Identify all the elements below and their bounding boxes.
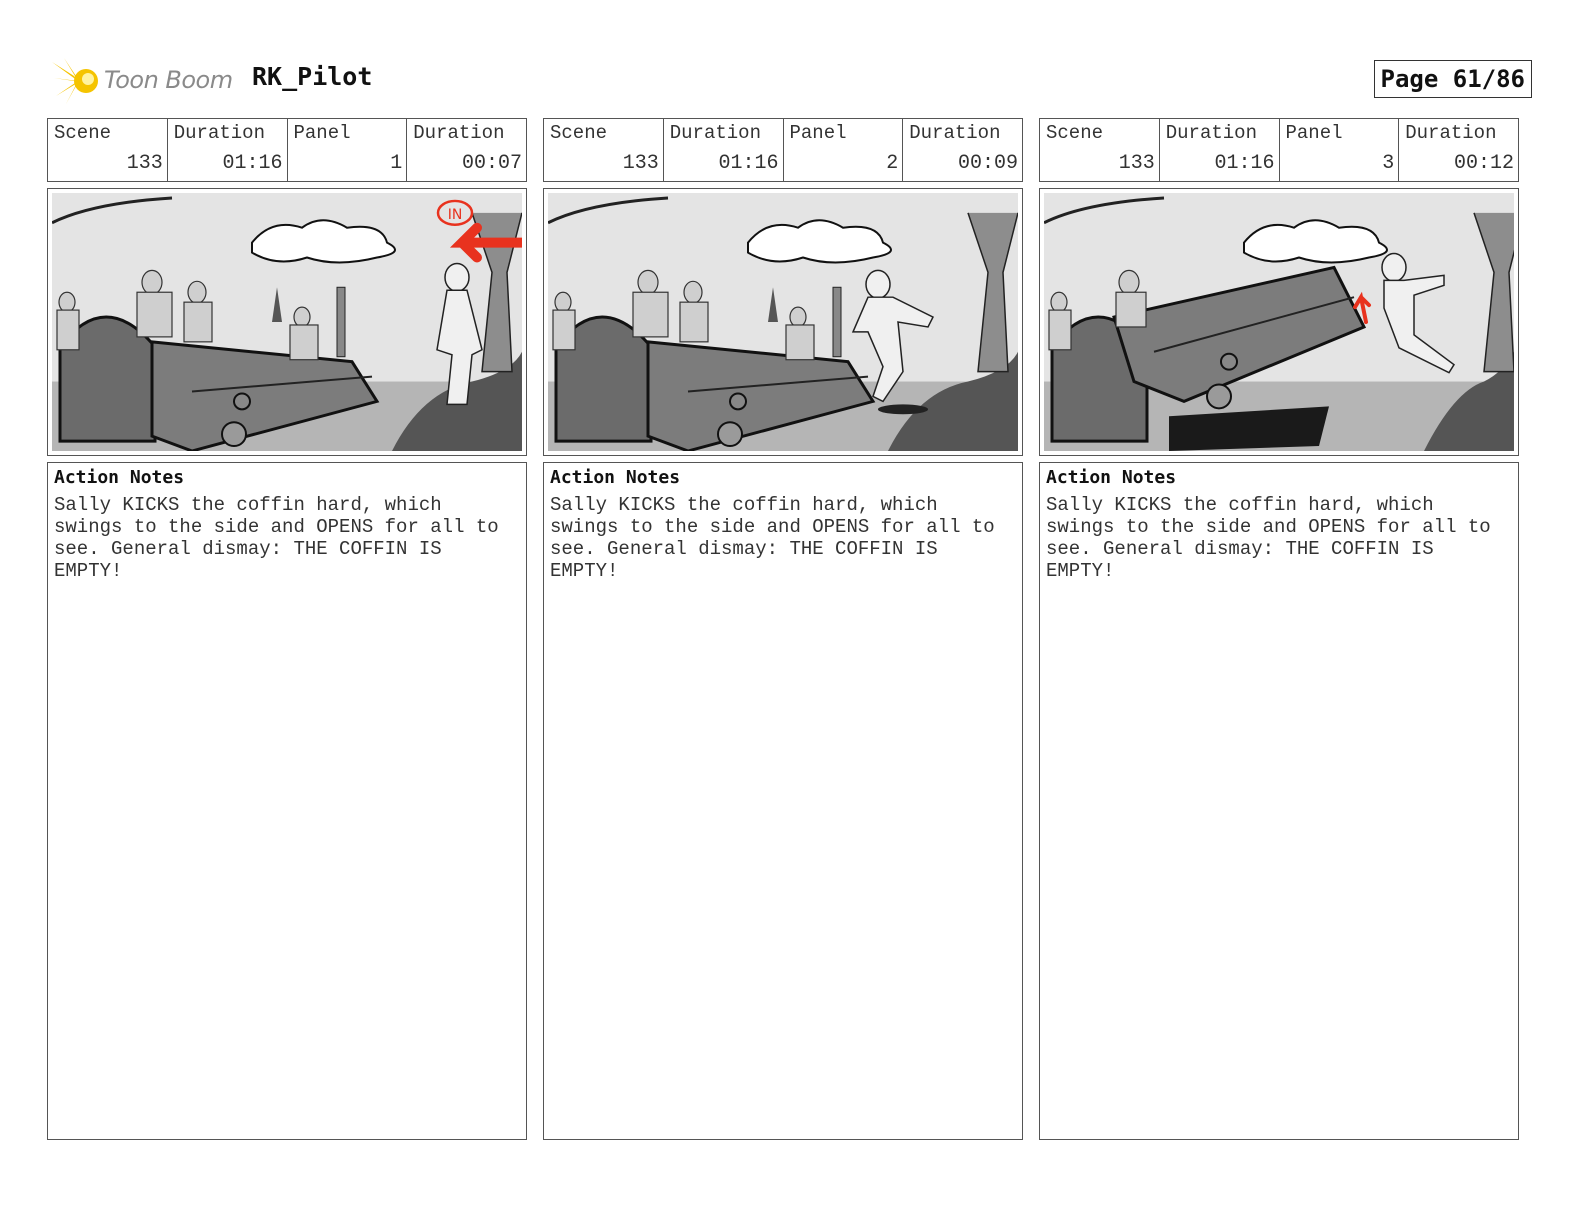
sun-burst-icon: [52, 56, 104, 106]
storyboard-panel-2: [543, 118, 1023, 1140]
panel-cell: [784, 119, 904, 181]
panel-duration-label: Duration: [1405, 122, 1497, 144]
storyboard-panel-3: [1039, 118, 1519, 1140]
scene-duration-value: 01:16: [1214, 152, 1275, 175]
page-header: [52, 54, 1532, 108]
panel-info-bar: [543, 118, 1023, 182]
scene-label: Scene: [54, 122, 112, 144]
panel-duration-value: 00:12: [1453, 152, 1514, 175]
scene-value: 133: [622, 152, 659, 175]
scene-label: Scene: [550, 122, 608, 144]
panel-info-bar: [47, 118, 527, 182]
panel-duration-label: Duration: [909, 122, 1001, 144]
panel-info-bar: [1039, 118, 1519, 182]
panel-value: 1: [390, 152, 403, 175]
notes-title: Action Notes: [550, 467, 681, 488]
scene-label: Scene: [1046, 122, 1104, 144]
scene-duration-label: Duration: [1165, 122, 1257, 144]
panel-duration-cell: [407, 119, 526, 181]
panel-value: 3: [1382, 152, 1395, 175]
scene-value: 133: [126, 152, 163, 175]
scene-duration-value: 01:16: [718, 152, 779, 175]
scene-duration-label: Duration: [173, 122, 265, 144]
panel-value: 2: [886, 152, 899, 175]
storyboard-panel-1: [47, 118, 527, 1140]
page-number: Page 61/86: [1374, 60, 1533, 98]
scene-cell: [48, 119, 168, 181]
panel-label: Panel: [1285, 122, 1343, 144]
scene-duration-cell: [168, 119, 288, 181]
direction-annotation: IN: [447, 206, 463, 223]
notes-text: Sally KICKS the coffin hard, which swings to the side and OPENS for all to see. General dismay: THE COFFIN IS EMPTY!: [550, 494, 995, 582]
panel-drawing: [543, 188, 1023, 456]
scene-duration-cell: [1160, 119, 1280, 181]
panel-duration-value: 00:07: [461, 152, 522, 175]
storyboard-sketch: [52, 193, 522, 451]
panel-label: Panel: [789, 122, 847, 144]
panel-duration-cell: [1399, 119, 1518, 181]
logo-text: Toon Boom: [104, 66, 233, 94]
panel-cell: [288, 119, 408, 181]
action-notes-box: [543, 462, 1023, 1140]
notes-text: Sally KICKS the coffin hard, which swings to the side and OPENS for all to see. General dismay: THE COFFIN IS EMPTY!: [1046, 494, 1491, 582]
panel-duration-label: Duration: [413, 122, 505, 144]
toon-boom-logo: [52, 56, 242, 106]
storyboard-sketch: [1044, 193, 1514, 451]
panel-label: Panel: [293, 122, 351, 144]
notes-title: Action Notes: [1046, 467, 1177, 488]
notes-text: Sally KICKS the coffin hard, which swings to the side and OPENS for all to see. General dismay: THE COFFIN IS EMPTY!: [54, 494, 499, 582]
panel-drawing: [47, 188, 527, 456]
scene-duration-value: 01:16: [222, 152, 283, 175]
notes-title: Action Notes: [54, 467, 185, 488]
panel-drawing: [1039, 188, 1519, 456]
scene-value: 133: [1118, 152, 1155, 175]
panel-duration-value: 00:09: [957, 152, 1018, 175]
scene-cell: [544, 119, 664, 181]
action-notes-box: [47, 462, 527, 1140]
scene-cell: [1040, 119, 1160, 181]
scene-duration-cell: [664, 119, 784, 181]
project-title: RK_Pilot: [252, 62, 373, 91]
scene-duration-label: Duration: [669, 122, 761, 144]
panel-duration-cell: [903, 119, 1022, 181]
storyboard-sketch: [548, 193, 1018, 451]
panel-cell: [1280, 119, 1400, 181]
action-notes-box: [1039, 462, 1519, 1140]
